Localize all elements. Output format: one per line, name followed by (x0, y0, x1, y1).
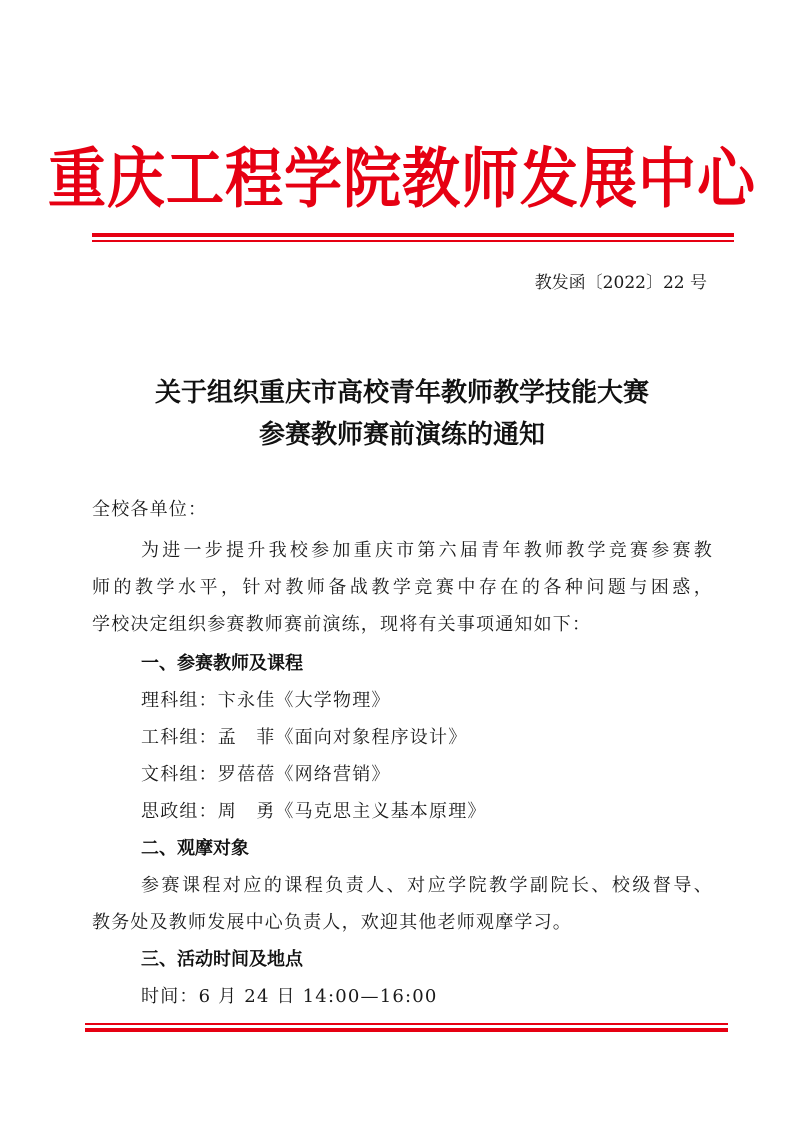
salutation: 全校各单位： (92, 499, 208, 520)
participant-item: 思政组：周 勇《马克思主义基本原理》 (141, 801, 487, 822)
section-heading-time-place: 三、活动时间及地点 (141, 949, 303, 970)
participant-item: 理科组：卞永佳《大学物理》 (141, 690, 391, 711)
footer-rule-thin (85, 1023, 728, 1025)
section-heading-participants: 一、参赛教师及课程 (141, 653, 303, 674)
intro-line-1: 为进一步提升我校参加重庆市第六届青年教师教学竞赛参赛教 (141, 540, 713, 561)
intro-line-2: 师的教学水平，针对教师备战教学竞赛中存在的各种问题与困惑， (92, 577, 713, 598)
intro-line-3: 学校决定组织参赛教师赛前演练，现将有关事项通知如下： (92, 614, 592, 635)
observers-line-2: 教务处及教师发展中心负责人，欢迎其他老师观摩学习。 (92, 912, 572, 933)
masthead-title: 重庆工程学院教师发展中心 (48, 140, 757, 217)
masthead-rule-thick (92, 233, 734, 237)
footer-rule-thick (85, 1028, 728, 1032)
document-number: 教发函〔2022〕22 号 (534, 273, 707, 293)
section-heading-observers: 二、观摩对象 (141, 838, 249, 859)
participant-item: 文科组：罗蓓蓓《网络营销》 (141, 764, 391, 785)
participant-item: 工科组：孟 菲《面向对象程序设计》 (141, 727, 468, 748)
masthead-rule-thin (92, 240, 734, 242)
event-time: 时间：6 月 24 日 14:00—16:00 (141, 986, 438, 1007)
observers-line-1: 参赛课程对应的课程负责人、对应学院教学副院长、校级督导、 (141, 875, 713, 896)
document-title-line-1: 关于组织重庆市高校青年教师教学技能大赛 (154, 378, 649, 408)
document-title-line-2: 参赛教师赛前演练的通知 (258, 420, 545, 450)
